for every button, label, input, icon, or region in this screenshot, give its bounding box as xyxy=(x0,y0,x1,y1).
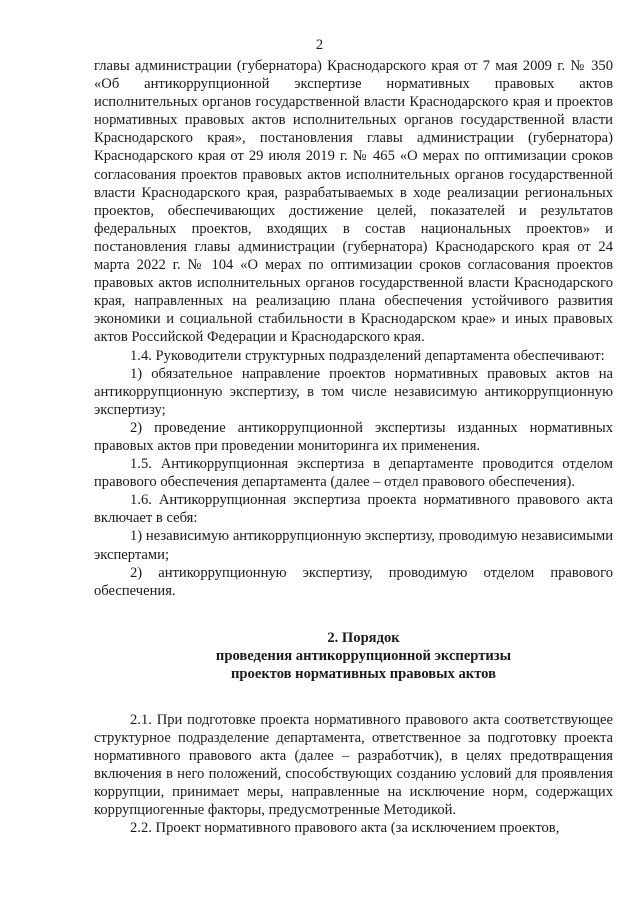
paragraph-1-6: 1.6. Антикоррупционная экспертиза проекта нормативного правового акта включает в себя: xyxy=(94,492,613,527)
paragraph-1-4-item-1: 1) обязательное направление проектов нормативных правовых актов на антикоррупционную экспертизу, в том числе независимую антикоррупционную экспертизу; xyxy=(94,365,613,418)
paragraph-1-5: 1.5. Антикоррупционная экспертиза в департаменте проводится отделом правового обеспечения департамента (далее – отдел правового обеспечения). xyxy=(94,456,613,491)
section-heading-line-1: 2. Порядок xyxy=(327,629,400,646)
paragraph-1-6-item-2: 2) антикоррупционную экспертизу, проводимую отделом правового обеспечения. xyxy=(94,564,613,599)
section-heading-line-3: проектов нормативных правовых актов xyxy=(231,665,496,682)
paragraph-2-1: 2.1. При подготовке проекта нормативного правового акта соответствующее структурное подразделение департамента, ответственное за подготовку проекта нормативного правового акта (далее – разработчик), в целях предотвращения включения в него положений, способствующих созданию условий для проявления коррупции, принимает меры, направленные на исключение норм, содержащих коррупциогенные факторы, предусмотренные Методикой. xyxy=(94,711,613,819)
section-heading-line-2: проведения антикоррупционной экспертизы xyxy=(215,647,512,664)
paragraph-continuation: главы администрации (губернатора) Краснодарского края от 7 мая 2009 г. № 350 «Об антикоррупционной экспертизе нормативных правовых актов исполнительных органов государственной власти Краснодарского края и проектов нормативных правовых актов исполнительных органов государственной власти Краснодарского края», постановления главы администрации (губернатора) Краснодарского края от 29 июля 2019 г. № 465 «О мерах по оптимизации сроков согласования проектов правовых актов исполнительных органов государственной власти Краснодарского края, разрабатываемых в ходе реализации региональных проектов, обеспечивающих достижение целей, показателей и результатов федеральных проектов, входящих в состав национальных проектов» и постановления главы администрации (губернатора) Краснодарского края от 24 марта 2022 г. № 104 «О мерах по оптимизации сроков согласования проектов правовых актов исполнительных органов государственной власти Краснодарского края, направленных на реализацию плана обеспечения устойчивого развития экономики и социальной стабильности в Краснодарском крае» и иных правовых актов Российской Федерации и Краснодарского края. xyxy=(94,58,613,346)
paragraph-1-4-item-2: 2) проведение антикоррупционной экспертизы изданных нормативных правовых актов при проведении мониторинга их применения. xyxy=(94,419,613,454)
page-number: 2 xyxy=(315,37,324,53)
paragraph-1-6-item-1: 1) независимую антикоррупционную экспертизу, проводимую независимыми экспертами; xyxy=(94,528,613,563)
document-body xyxy=(94,57,613,837)
paragraph-2-2: 2.2. Проект нормативного правового акта (за исключением проектов, xyxy=(130,820,560,837)
section-heading xyxy=(94,629,613,683)
paragraph-1-4: 1.4. Руководители структурных подразделений департамента обеспечивают: xyxy=(130,347,605,364)
